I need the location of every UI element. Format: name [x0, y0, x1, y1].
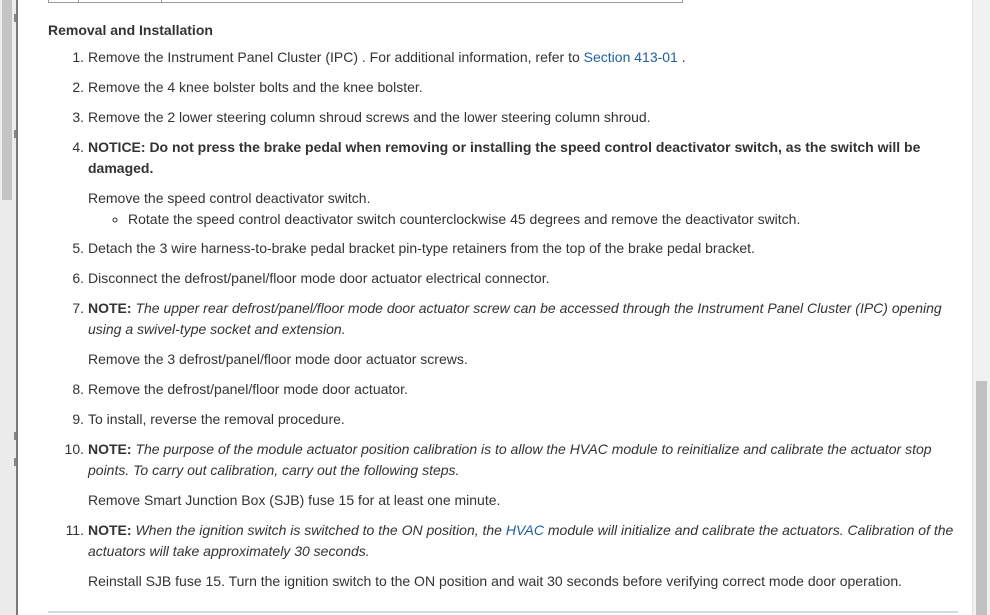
step-text-end: . [677, 49, 686, 65]
note-label: NOTE: [88, 522, 132, 538]
step-3 [48, 107, 958, 128]
step-number: 5. [72, 240, 84, 256]
step-number: 3. [72, 109, 84, 125]
step-number: 7. [72, 300, 84, 316]
note-text [88, 522, 953, 559]
step-text: Remove the 2 lower steering column shroud screws and the lower steering column shroud. [88, 109, 651, 125]
table-column-divider [161, 0, 162, 3]
step-number: 1. [72, 49, 84, 65]
step-number: 6. [72, 270, 84, 286]
procedure-steps [48, 47, 958, 592]
note-label: NOTE: [88, 300, 132, 316]
step-number: 2. [72, 79, 84, 95]
left-gutter [0, 0, 16, 615]
notice-text: NOTICE: Do not press the brake pedal when removing or installing the speed control deactivator switch, as the switch will be damaged. [88, 139, 921, 176]
note-text-end: module will initialize and calibrate the actuators. Calibration of the actuators will take approximately 30 seconds. [88, 522, 954, 559]
table-column-divider [48, 0, 49, 3]
table-column-divider [78, 0, 79, 3]
step-11 [48, 520, 958, 592]
step-bullets [88, 209, 958, 229]
scrollbar-thumb[interactable] [976, 381, 987, 615]
table-column-divider [682, 0, 683, 3]
step-text: Remove the defrost/panel/floor mode door actuator. [88, 381, 408, 397]
step-number: 10. [64, 441, 84, 457]
step-10 [48, 439, 958, 511]
note-text-start: When the ignition switch is switched to the ON position, the [131, 522, 506, 538]
step-number: 4. [72, 139, 84, 155]
panel-border [16, 0, 18, 615]
step-6 [48, 268, 958, 289]
vertical-scrollbar[interactable] [972, 0, 990, 615]
note [88, 520, 958, 562]
hvac-link[interactable]: HVAC [505, 522, 544, 538]
step-1 [48, 47, 958, 68]
step-text: Detach the 3 wire harness-to-brake pedal bracket pin-type retainers from the top of the brake pedal bracket. [88, 240, 755, 256]
step-text: Reinstall SJB fuse 15. Turn the ignition switch to the ON position and wait 30 seconds before verifying correct mode door operation. [88, 573, 902, 589]
step-text: Remove the Instrument Panel Cluster (IPC) . For additional information, refer to [88, 49, 584, 65]
procedure-content [48, 22, 958, 601]
step-2 [48, 77, 958, 98]
note [88, 298, 958, 340]
step-text: To install, reverse the removal procedure. [88, 411, 345, 427]
note [88, 439, 958, 481]
step-text: Remove Smart Junction Box (SJB) fuse 15 for at least one minute. [88, 492, 501, 508]
step-text: Remove the 3 defrost/panel/floor mode door actuator screws. [88, 351, 468, 367]
bullet-item: ◦ Rotate the speed control deactivator switch counterclockwise 45 degrees and remove the deactivator switch. [128, 209, 958, 229]
section-heading: Removal and Installation [48, 22, 213, 38]
table-bottom-edge [48, 0, 683, 3]
step-8 [48, 379, 958, 400]
section-divider [48, 611, 958, 613]
step-9 [48, 409, 958, 430]
step-text: Remove the speed control deactivator switch. [88, 190, 371, 206]
step-4 [48, 137, 958, 229]
section-413-01-link[interactable]: Section 413-01 [583, 49, 678, 65]
note-text: The upper rear defrost/panel/floor mode door actuator screw can be accessed through the Instrument Panel Cluster (IPC) opening using a swivel-type socket and extension. [88, 300, 942, 337]
step-text: Remove the 4 knee bolster bolts and the knee bolster. [88, 79, 423, 95]
step-number: 8. [72, 381, 84, 397]
step-7 [48, 298, 958, 370]
left-scroll-thumb[interactable] [2, 0, 12, 200]
note-text: The purpose of the module actuator position calibration is to allow the HVAC module to reinitialize and calibrate the actuator stop points. To carry out calibration, carry out the following steps. [88, 441, 932, 478]
note-label: NOTE: [88, 441, 132, 457]
step-text: Disconnect the defrost/panel/floor mode door actuator electrical connector. [88, 270, 550, 286]
step-number: 11. [65, 522, 84, 538]
step-number: 9. [72, 411, 84, 427]
step-5 [48, 238, 958, 259]
